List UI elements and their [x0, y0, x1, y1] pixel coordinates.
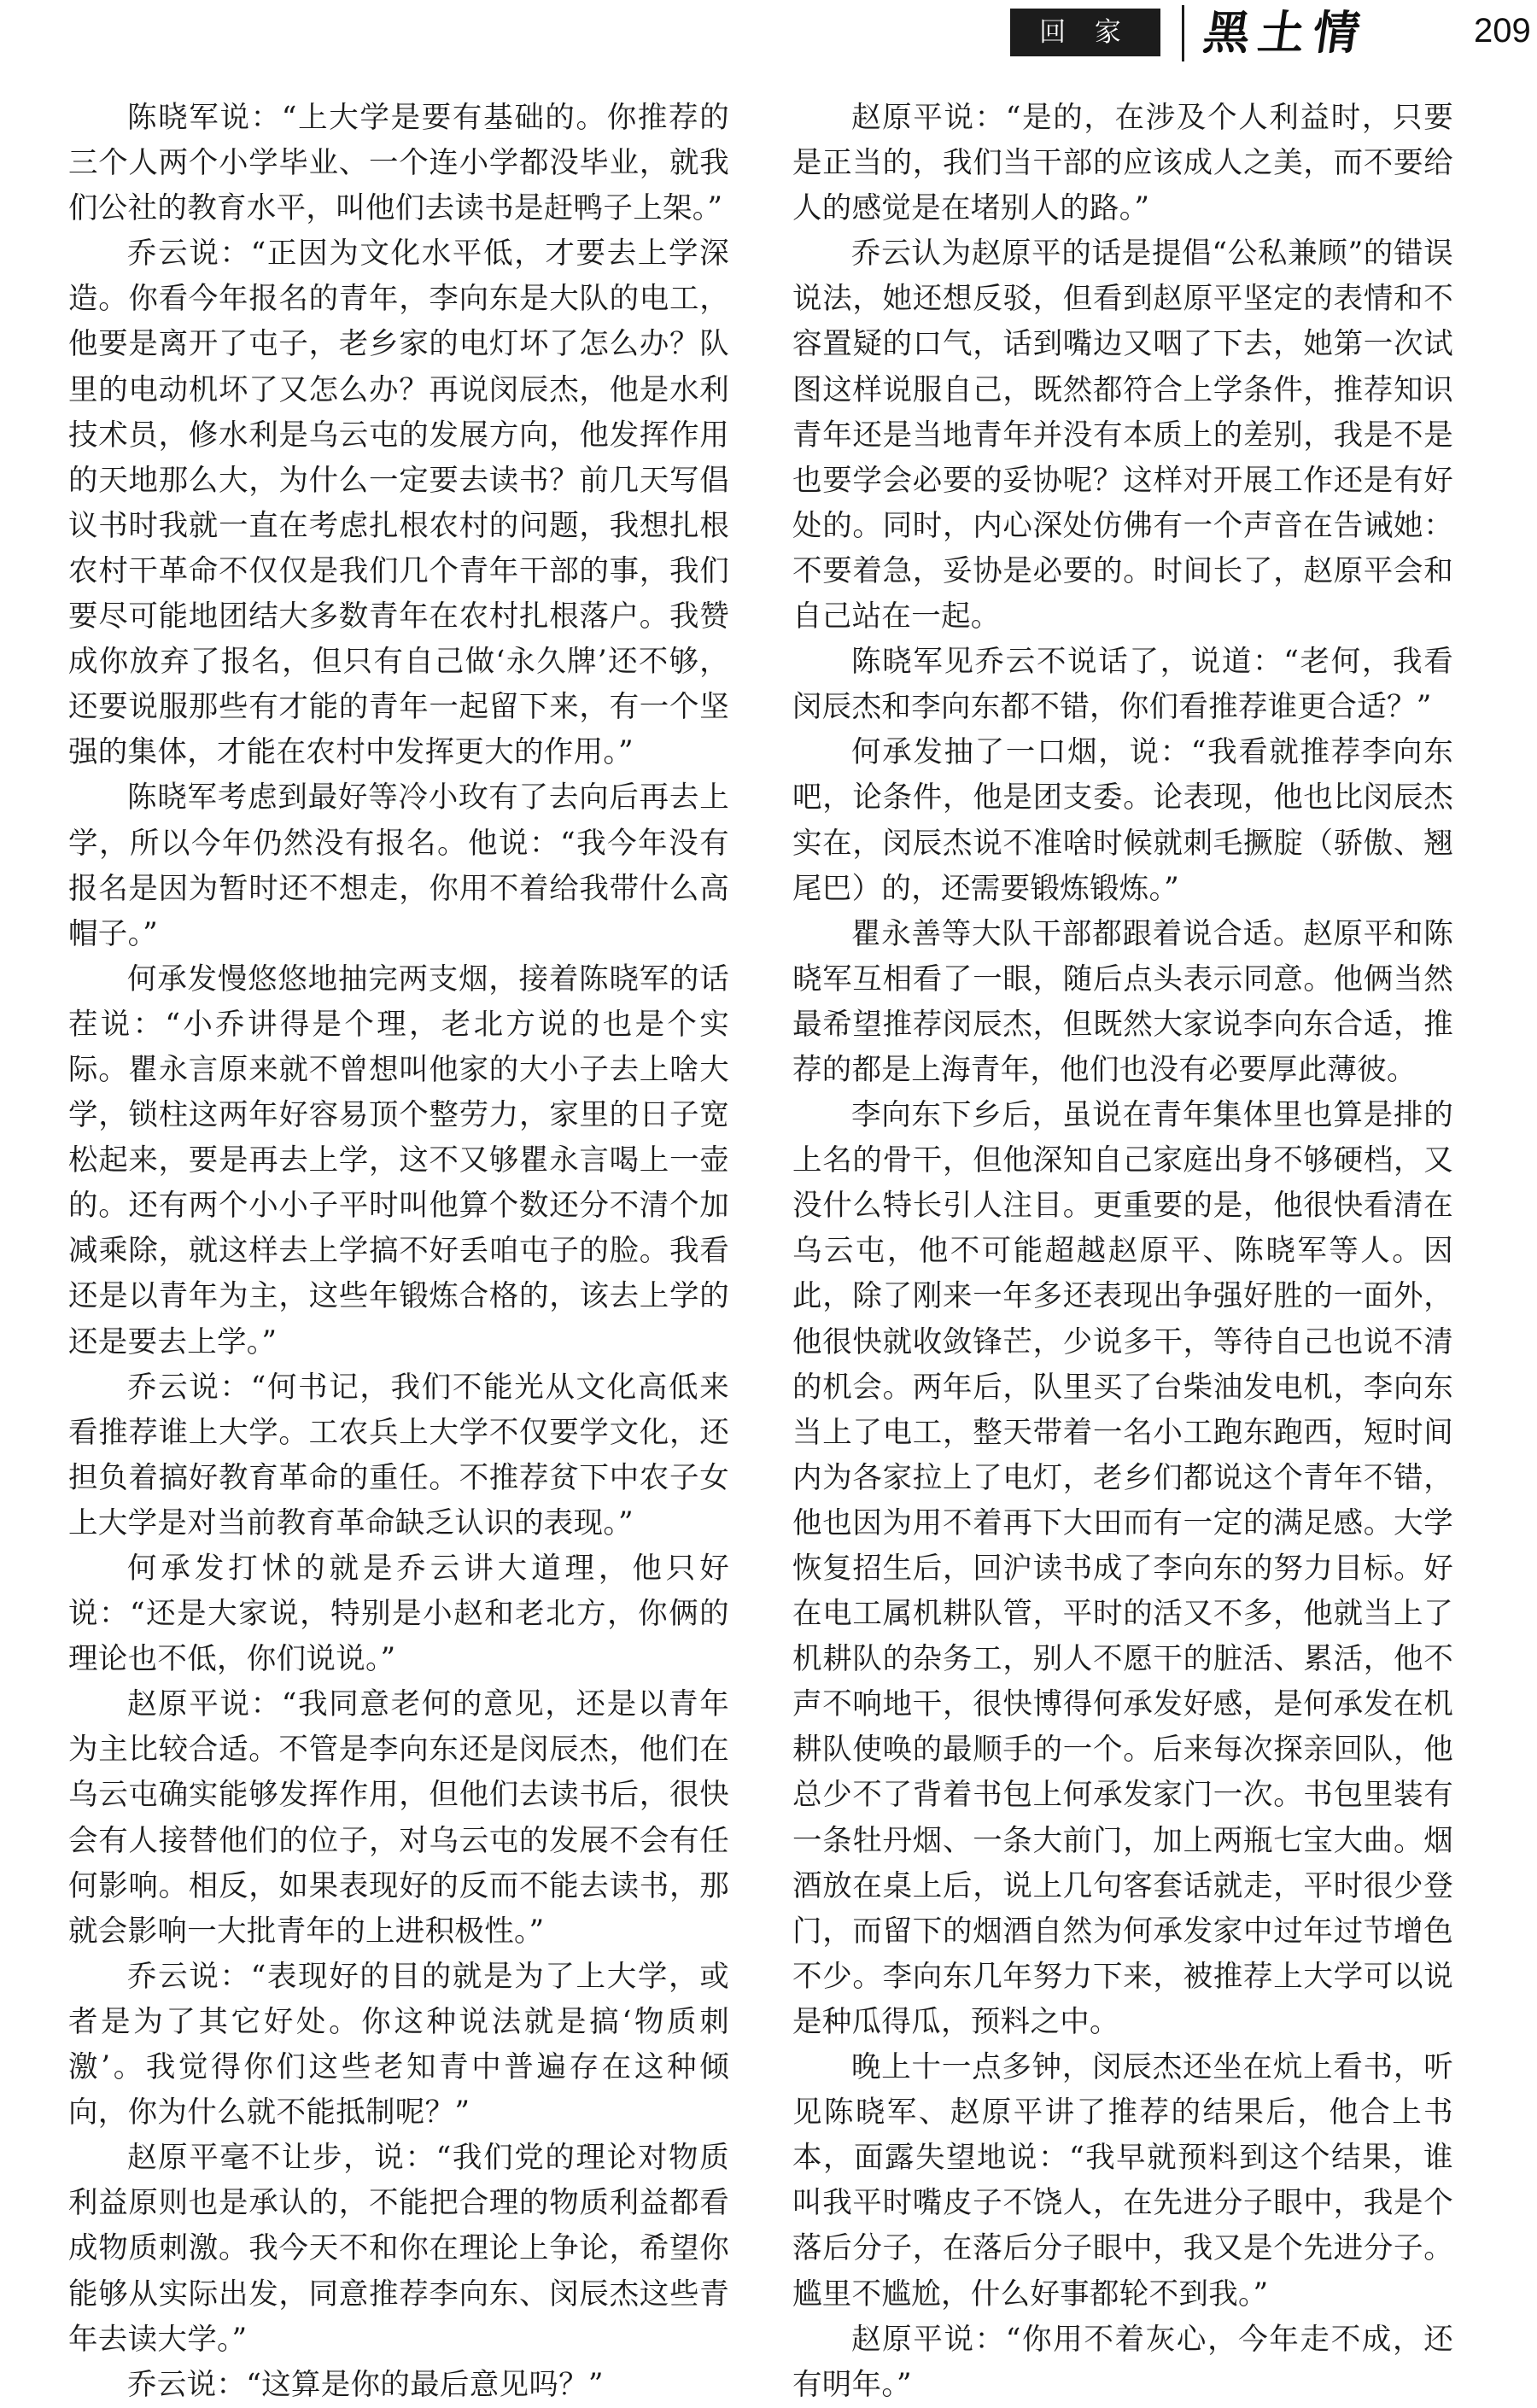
left-text-column — [68, 96, 729, 2402]
paragraph: 陈晓军见乔云不说话了，说道：“老何，我看闵辰杰和李向东都不错，你们看推荐谁更合适？” — [792, 645, 1453, 725]
paragraph: 乔云说：“正因为文化水平低，才要去上学深造。你看今年报名的青年，李向东是大队的电工，他要是离开了屯子，老乡家的电灯坏了怎么办？队里的电动机坏了又怎么办？再说闵辰杰，他是水利技术员，修水利是乌云屯的发展方向，他发挥作用的天地那么大，为什么一定要去读书？前几天写倡议书时我就一直在考虑扎根农村的问题，我想扎根农村干革命不仅仅是我们几个青年干部的事，我们要尽可能地团结大多数青年在农村扎根落户。我赞成你放弃了报名，但只有自己做‘永久牌’还不够，还要说服那些有才能的青年一起留下来，有一个坚强的集体，才能在农村中发挥更大的作用。” — [68, 237, 729, 770]
paragraph: 乔云认为赵原平的话是提倡“公私兼顾”的错误说法，她还想反驳，但看到赵原平坚定的表情和不容置疑的口气，话到嘴边又咽了下去，她第一次试图这样说服自己，既然都符合上学条件，推荐知识青年还是当地青年并没有本质上的差别，我是不是也要学会必要的妥协呢？这样对开展工作还是有好处的。同时，内心深处仿佛有一个声音在告诫她：不要着急，妥协是必要的。时间长了，赵原平会和自己站在一起。 — [792, 237, 1453, 634]
paragraph: 赵原平毫不让步，说：“我们党的理论对物质利益原则也是承认的，不能把合理的物质利益都看成物质刺激。我今天不和你在理论上争论，希望你能够从实际出发，同意推荐李向东、闵辰杰这些青年去读大学。” — [68, 2141, 729, 2357]
paragraph: 晚上十一点多钟，闵辰杰还坐在炕上看书，听见陈晓军、赵原平讲了推荐的结果后，他合上书本，面露失望地说：“我早就预料到这个结果，谁叫我平时嘴皮子不饶人，在先进分子眼中，我是个落后分子，在落后分子眼中，我又是个先进分子。尴里不尴尬，什么好事都轮不到我。” — [792, 2050, 1453, 2312]
paragraph: 赵原平说：“我同意老何的意见，还是以青年为主比较合适。不管是李向东还是闵辰杰，他们在乌云屯确实能够发挥作用，但他们去读书后，很快会有人接替他们的位子，对乌云屯的发展不会有任何影响。相反，如果表现好的反而不能去读书，那就会影响一大批青年的上进积极性。” — [68, 1687, 729, 1949]
paragraph: 何承发打怵的就是乔云讲大道理，他只好说：“还是大家说，特别是小赵和老北方，你俩的理论也不低，你们说说。” — [68, 1552, 729, 1677]
paragraph: 李向东下乡后，虽说在青年集体里也算是排的上名的骨干，但他深知自己家庭出身不够硬档，又没什么特长引人注目。更重要的是，他很快看清在乌云屯，他不可能超越赵原平、陈晓军等人。因此，除了刚来一年多还表现出争强好胜的一面外，他很快就收敛锋芒，少说多干，等待自己也说不清的机会。两年后，队里买了台柴油发电机，李向东当上了电工，整天带着一名小工跑东跑西，短时间内为各家拉上了电灯，老乡们都说这个青年不错，他也因为用不着再下大田而有一定的满足感。大学恢复招生后，回沪读书成了李向东的努力目标。好在电工属机耕队管，平时的活又不多，他就当上了机耕队的杂务工，别人不愿干的脏活、累活，他不声不响地干，很快博得何承发好感，是何承发在机耕队使唤的最顺手的一个。后来每次探亲回队，他总少不了背着书包上何承发家门一次。书包里装有一条牡丹烟、一条大前门，加上两瓶七宝大曲。烟酒放在桌上后，说上几句客套话就走，平时很少登门，而留下的烟酒自然为何承发家中过年过节增色不少。李向东几年努力下来，被推荐上大学可以说是种瓜得瓜，预料之中。 — [792, 1098, 1453, 2039]
paragraph: 瞿永善等大队干部都跟着说合适。赵原平和陈晓军互相看了一眼，随后点头表示同意。他俩当然最希望推荐闵辰杰，但既然大家说李向东合适，推荐的都是上海青年，他们也没有必要厚此薄彼。 — [792, 916, 1453, 1087]
right-text-column — [792, 96, 1453, 2402]
paragraph: 乔云说：“何书记，我们不能光从文化高低来看推荐谁上大学。工农兵上大学不仅要学文化，还担负着搞好教育革命的重任。不推荐贫下中农子女上大学是对当前教育革命缺乏认识的表现。” — [68, 1370, 729, 1540]
header-divider — [1182, 5, 1184, 61]
paragraph: 陈晓军考虑到最好等冷小玫有了去向后再去上学，所以今年仍然没有报名。他说：“我今年没有报名是因为暂时还不想走，你用不着给我带什么高帽子。” — [68, 780, 729, 951]
page-number: 209 — [1474, 12, 1531, 50]
page-header — [0, 0, 1537, 79]
paragraph: 赵原平说：“你用不着灰心，今年走不成，还有明年。” — [792, 2322, 1453, 2402]
paragraph: 陈晓军说：“上大学是要有基础的。你推荐的三个人两个小学毕业、一个连小学都没毕业，就我们公社的教育水平，叫他们去读书是赶鸭子上架。” — [68, 101, 729, 226]
paragraph: 赵原平说：“是的，在涉及个人利益时，只要是正当的，我们当干部的应该成人之美，而不要给人的感觉是在堵别人的路。” — [792, 101, 1453, 226]
magazine-title: 黑土情 — [1200, 5, 1372, 60]
paragraph: 乔云说：“表现好的目的就是为了上大学，或者是为了其它好处。你这种说法就是搞‘物质刺激’。我觉得你们这些老知青中普遍存在这种倾向，你为什么就不能抵制呢？” — [68, 1959, 729, 2130]
section-tag: 回 家 — [1010, 9, 1160, 56]
paragraph: 何承发慢悠悠地抽完两支烟，接着陈晓军的话茬说：“小乔讲得是个理，老北方说的也是个实际。瞿永言原来就不曾想叫他家的大小子去上啥大学，锁柱这两年好容易顶个整劳力，家里的日子宽松起来，要是再去上学，这不又够瞿永言喝上一壶的。还有两个小小子平时叫他算个数还分不清个加减乘除，就这样去上学搞不好丢咱屯子的脸。我看还是以青年为主，这些年锻炼合格的，该去上学的还是要去上学。” — [68, 961, 729, 1359]
paragraph: 何承发抽了一口烟，说：“我看就推荐李向东吧，论条件，他是团支委。论表现，他也比闵辰杰实在，闵辰杰说不准啥时候就刺毛撅腚（骄傲、翘尾巴）的，还需要锻炼锻炼。” — [792, 735, 1453, 906]
paragraph: 乔云说：“这算是你的最后意见吗？” — [127, 2367, 604, 2402]
